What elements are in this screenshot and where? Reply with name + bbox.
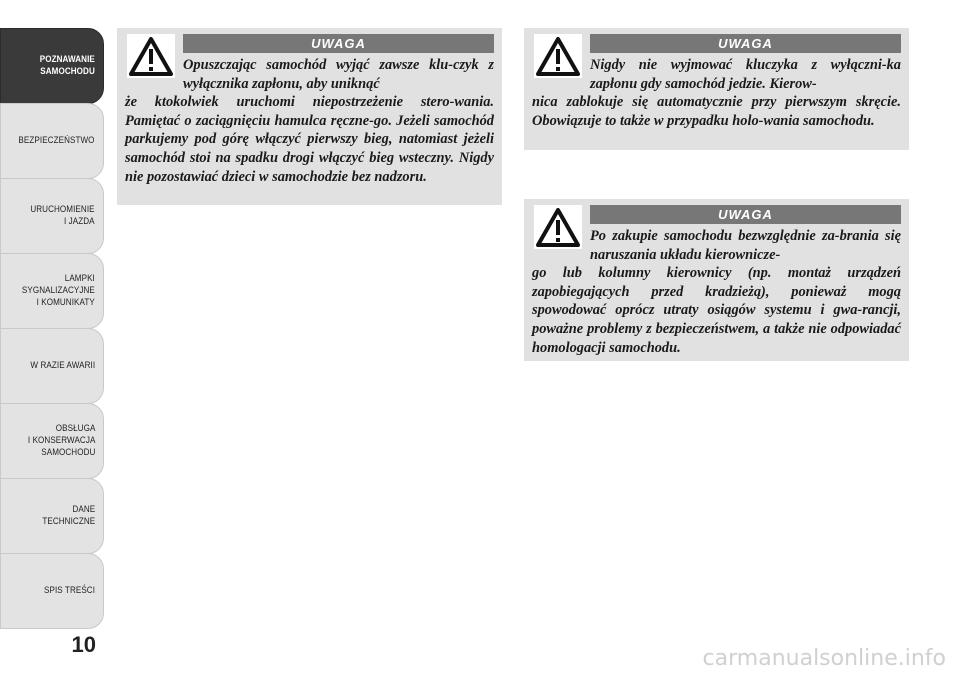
tab-label: URUCHOMIENIE I JAZDA	[30, 204, 95, 227]
tab-bezpieczenstwo[interactable]	[0, 103, 104, 179]
tab-label: LAMPKI SYGNALIZACYJNE I KOMUNIKATY	[22, 273, 95, 308]
tab-label: POZNAWANIE SAMOCHODU	[39, 54, 95, 77]
tab-label: W RAZIE AWARII	[30, 360, 95, 371]
tab-uruchomienie-i-jazda[interactable]	[0, 178, 104, 254]
warning-text-first: Po zakupie samochodu bezwzględnie za-brania się naruszania układu kierownicze-	[590, 228, 901, 263]
warning-title: UWAGA	[183, 34, 494, 53]
warning-text	[125, 56, 494, 186]
warning-triangle-icon	[534, 34, 582, 78]
warning-text-first: Nigdy nie wyjmować kluczyka z wyłączni-ka zapłonu gdy samochód jedzie. Kierow-	[590, 57, 901, 92]
warning-title: UWAGA	[590, 205, 901, 224]
warning-box-1	[117, 28, 502, 205]
tab-label: BEZPIECZEŃSTWO	[18, 135, 95, 146]
warning-box-3	[524, 199, 909, 361]
tab-label: OBSŁUGA I KONSERWACJA SAMOCHODU	[27, 423, 95, 458]
tab-obsluga-i-konserwacja[interactable]	[0, 403, 104, 479]
warning-text-rest: że ktokolwiek uruchomi niepostrzeżenie stero-wania. Pamiętać o zaciągnięciu hamulca ręczne-go. Jeżeli samochód parkujemy pod górę włączyć pierwszy bieg, natomiast jeżeli samochód stoi na spadku drogi włączyć bieg wsteczny. Nigdy nie pozostawiać dzieci w samochodzie bez nadzoru.	[125, 94, 494, 185]
warning-box-2	[524, 28, 909, 150]
warning-text	[532, 56, 901, 130]
warning-text-first: Opuszczając samochód wyjąć zawsze klu-czyk z wyłącznika zapłonu, aby uniknąć	[183, 57, 494, 92]
tab-dane-techniczne[interactable]	[0, 478, 104, 554]
warning-text	[532, 227, 901, 357]
tab-w-razie-awarii[interactable]	[0, 328, 104, 404]
warning-triangle-icon	[127, 34, 175, 78]
tab-lampki-sygnalizacyjne[interactable]	[0, 253, 104, 329]
watermark: carmanualsonline.info	[702, 646, 946, 671]
warning-text-rest: go lub kolumny kierownicy (np. montaż urządzeń zapobiegających przed kradzieżą), ponieważ mogą spowodować oprócz utraty osiągów systemu i gwa-rancji, poważne problemy z bezpieczeństwem, a także nie odpowiadać homologacji samochodu.	[532, 265, 901, 356]
warning-title: UWAGA	[590, 34, 901, 53]
tab-label: SPIS TREŚCI	[43, 585, 95, 596]
page-number: 10	[71, 632, 96, 657]
warning-triangle-icon	[534, 205, 582, 249]
tab-label: DANE TECHNICZNE	[42, 504, 95, 527]
warning-text-rest: nica zablokuje się automatycznie przy pierwszym skręcie. Obowiązuje to także w przypadku holo-wania samochodu.	[532, 94, 901, 129]
tab-poznawanie-samochodu[interactable]	[0, 28, 104, 104]
tab-spis-tresci[interactable]	[0, 553, 104, 629]
